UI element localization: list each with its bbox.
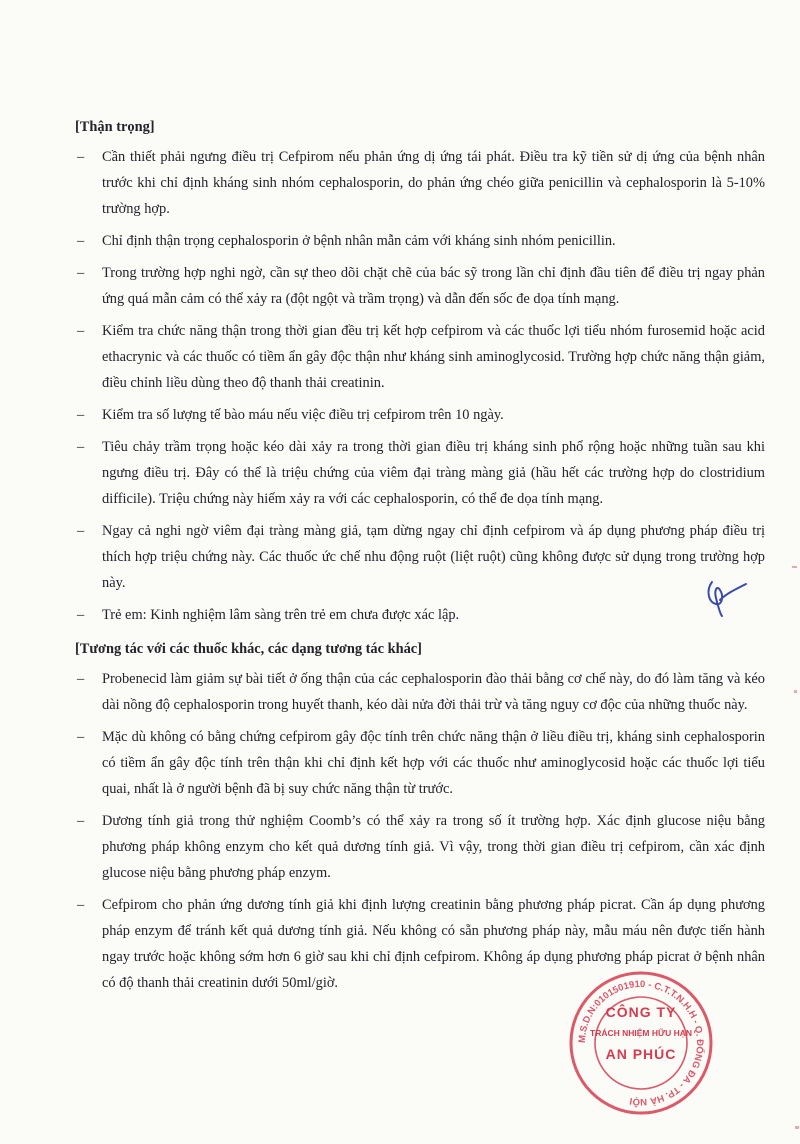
list-item xyxy=(75,666,765,718)
bullet-dash: – xyxy=(77,323,85,339)
list-item-text: Tiêu chảy trầm trọng hoặc kéo dài xảy ra trong thời gian điều trị kháng sinh phổ rộng hoặc những tuần sau khi ngưng điều trị. Đây có thể là triệu chứng của viêm đại tràng màng giả (hầu hết các trường hợp do clostridium difficile). Triệu chứng này hiếm xảy ra với các cephalosporin, có thể đe dọa tính mạng. xyxy=(102,439,765,507)
list-item xyxy=(75,434,765,512)
bullet-dash: – xyxy=(77,607,85,623)
section-heading: [Thận trọng] xyxy=(75,119,155,135)
stamp-line-2: TRÁCH NHIỆM HỮU HẠN xyxy=(590,1028,692,1038)
bullet-dash: – xyxy=(77,729,85,745)
scan-mark xyxy=(794,690,797,693)
bullet-dash: – xyxy=(77,233,85,249)
list-item xyxy=(75,602,765,628)
bullet-dash: – xyxy=(77,439,85,455)
list-item-text: Cefpirom cho phản ứng dương tính giả khi định lượng creatinin bằng phương pháp picrat. Cần áp dụng phương pháp enzym để tránh kết quả dương tính giả. Nếu không có sẵn phương pháp này, mẫu máu nên được tiến hành ngay trước hoặc không sớm hơn 6 giờ sau khi chỉ định cefpirom. Không áp dụng phương pháp picrat ở bệnh nhân có độ thanh thải creatinin dưới 50ml/giờ. xyxy=(102,897,765,991)
list-item-text: Dương tính giả trong thử nghiệm Coomb’s có thể xảy ra trong số ít trường hợp. Xác định glucose niệu bằng phương pháp không enzym cho kết quả dương tính giả. Vì vậy, trong thời gian điều trị cefpirom, cần xác định glucose niệu bằng phương pháp enzym. xyxy=(102,813,765,881)
list-item-text: Chỉ định thận trọng cephalosporin ở bệnh nhân mẫn cảm với kháng sinh nhóm penicillin. xyxy=(102,233,616,249)
list-item-text: Kiểm tra số lượng tế bào máu nếu việc điều trị cefpirom trên 10 ngày. xyxy=(102,407,504,423)
list-item xyxy=(75,318,765,396)
list-item-text: Mặc dù không có bằng chứng cefpirom gây độc tính trên chức năng thận ở liều điều trị, kháng sinh cephalosporin có tiềm ẩn gây độc tính trên thận khi chỉ định kết hợp với các thuốc như aminoglycosid hoặc các thuốc lợi tiểu quai, nhất là ở người bệnh đã bị suy chức năng thận từ trước. xyxy=(102,729,765,797)
list-item xyxy=(75,518,765,596)
list-item xyxy=(75,724,765,802)
list-item-text: Kiểm tra chức năng thận trong thời gian đều trị kết hợp cefpirom và các thuốc lợi tiểu nhóm furosemid hoặc acid ethacrynic và các thuốc có tiềm ẩn gây độc thận như kháng sinh aminoglycosid. Trường hợp chức năng thận giảm, điều chỉnh liều dùng theo độ thanh thải creatinin. xyxy=(102,323,765,391)
list-item xyxy=(75,260,765,312)
signature-mark xyxy=(700,576,750,618)
bullet-dash: – xyxy=(77,671,85,687)
list-item-text: Ngay cả nghi ngờ viêm đại tràng màng giả, tạm dừng ngay chỉ định cefpirom và áp dụng phương pháp điều trị thích hợp triệu chứng này. Các thuốc ức chế nhu động ruột (liệt ruột) cũng không được sử dụng trong trường hợp này. xyxy=(102,523,765,591)
bullet-dash: – xyxy=(77,897,85,913)
stamp-ring-text: M.S.D.N:0101501910 - C.T.T.N.H.H - Q. ĐỐNG ĐA - TP. HÀ NỘI xyxy=(576,978,706,1108)
document-body xyxy=(75,114,765,1002)
section-heading: [Tương tác với các thuốc khác, các dạng tương tác khác] xyxy=(75,641,422,657)
bullet-dash: – xyxy=(77,407,85,423)
list-item xyxy=(75,228,765,254)
stamp-line-1: CÔNG TY xyxy=(605,1004,677,1020)
scan-mark xyxy=(792,566,797,568)
list-item xyxy=(75,808,765,886)
section-precautions xyxy=(75,114,765,628)
stamp-line-3: AN PHÚC xyxy=(605,1046,677,1062)
list-item xyxy=(75,144,765,222)
list-item-text: Cần thiết phải ngưng điều trị Cefpirom nếu phản ứng dị ứng tái phát. Điều tra kỹ tiền sử dị ứng của bệnh nhân trước khi chỉ định kháng sinh nhóm cephalosporin, do phản ứng chéo giữa penicillin và cephalosporin là 5-10% trường hợp. xyxy=(102,149,765,217)
stamp-rings xyxy=(566,968,716,1118)
section-interactions xyxy=(75,636,765,996)
company-stamp xyxy=(566,968,716,1118)
bullet-dash: – xyxy=(77,813,85,829)
bullet-dash: – xyxy=(77,265,85,281)
bullet-dash: – xyxy=(77,149,85,165)
scan-mark xyxy=(795,1126,799,1129)
bullet-dash: – xyxy=(77,523,85,539)
list-item xyxy=(75,402,765,428)
list-item-text: Probenecid làm giảm sự bài tiết ở ống thận của các cephalosporin đào thải bằng cơ chế này, do đó làm tăng và kéo dài nồng độ cephalosporin trong huyết thanh, kéo dài nửa đời thải trừ và tăng nguy cơ độc của những thuốc này. xyxy=(102,671,765,713)
list-item-text: Trẻ em: Kinh nghiệm lâm sàng trên trẻ em chưa được xác lập. xyxy=(102,607,460,623)
list-item-text: Trong trường hợp nghi ngờ, cần sự theo dõi chặt chẽ của bác sỹ trong lần chỉ định đầu tiên để điều trị ngay phản ứng quá mẫn cảm có thể xảy ra (đột ngột và trầm trọng) và dẫn đến sốc đe dọa tính mạng. xyxy=(102,265,765,307)
